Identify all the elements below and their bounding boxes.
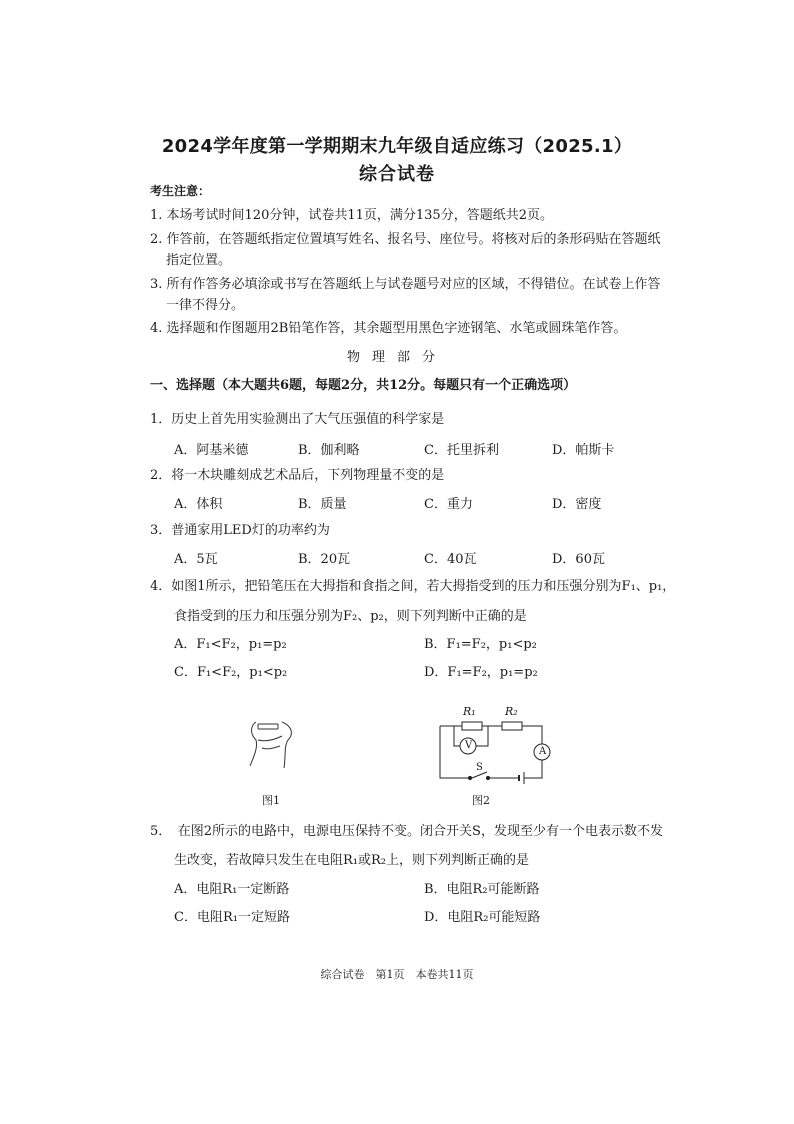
section-title: 物理部分 — [346, 350, 447, 365]
figure-1-hand-pencil — [244, 718, 304, 778]
q3-option-d: D．60瓦 — [552, 552, 605, 567]
question-5-stem-line2: 生改变，若故障只发生在电阻R₁或R₂上，则下列判断正确的是 — [174, 853, 529, 868]
q3-option-b: B．20瓦 — [298, 552, 351, 567]
label-ammeter: A — [539, 746, 547, 757]
notice-item-2: 2. 作答前，在答题纸指定位置填写姓名、报名号、座位号。将核对后的条形码贴在答题纸 — [150, 232, 661, 247]
finger-shape — [282, 722, 291, 768]
q4-option-b: B．F₁=F₂，p₁<p₂ — [424, 637, 537, 652]
notice-item-1: 1. 本场考试时间120分钟，试卷共11页，满分135分，答题纸共2页。 — [150, 208, 553, 223]
label-r1: R₁ — [463, 705, 476, 718]
q2-option-b: B．质量 — [298, 497, 347, 512]
q1-option-a: A．阿基米德 — [174, 443, 249, 458]
q3-option-c: C．40瓦 — [424, 552, 477, 567]
pencil-shape — [258, 724, 278, 729]
question-4-stem-line2: 食指受到的压力和压强分别为F₂、p₂，则下列判断中正确的是 — [174, 609, 527, 624]
notice-item-2-cont: 指定位置。 — [166, 253, 232, 268]
question-4-stem-line1: 4．如图1所示，把铅笔压在大拇指和食指之间，若大拇指受到的压力和压强分别为F₁、p₁， — [150, 579, 676, 594]
question-3-stem: 3．普通家用LED灯的功率约为 — [150, 523, 330, 538]
question-2-stem: 2．将一木块雕刻成艺术品后，下列物理量不变的是 — [150, 468, 445, 483]
q1-option-b: B．伽利略 — [298, 443, 360, 458]
q3-option-a: A．5瓦 — [174, 552, 218, 567]
part-heading: 一、选择题（本大题共6题，每题2分，共12分。每题只有一个正确选项） — [150, 378, 577, 393]
q5-option-b: B．电阻R₂可能断路 — [424, 882, 540, 897]
resistor-r2 — [502, 722, 522, 730]
q4-option-c: C．F₁<F₂，p₁<p₂ — [174, 665, 288, 680]
q5-option-c: C．电阻R₁一定短路 — [174, 910, 290, 925]
thumb-shape — [250, 722, 257, 766]
q2-option-d: D．密度 — [552, 497, 602, 512]
label-voltmeter: V — [465, 740, 473, 751]
figure-1-label: 图1 — [262, 794, 280, 807]
resistor-r1 — [462, 722, 482, 730]
page-footer: 综合试卷 第1页 本卷共11页 — [320, 968, 474, 981]
q2-option-a: A．体积 — [174, 497, 223, 512]
question-1-stem: 1．历史上首先用实验测出了大气压强值的科学家是 — [150, 412, 445, 427]
figure-2-label: 图2 — [472, 794, 490, 807]
q1-option-d: D．帕斯卡 — [552, 443, 615, 458]
notice-item-3-cont: 一律不得分。 — [166, 298, 245, 313]
q5-option-a: A．电阻R₁一定断路 — [174, 882, 290, 897]
label-r2: R₂ — [505, 705, 518, 718]
label-switch: S — [476, 762, 483, 773]
notice-heading: 考生注意： — [150, 184, 211, 198]
q1-option-c: C．托里拆利 — [424, 443, 499, 458]
question-5-stem-line1: 5． 在图2所示的电路中，电源电压保持不变。闭合开关S，发现至少有一个电表示数不发 — [150, 824, 663, 839]
q4-option-a: A．F₁<F₂，p₁=p₂ — [174, 637, 287, 652]
exam-subtitle: 综合试卷 — [359, 164, 435, 185]
notice-item-3: 3. 所有作答务必填涂或书写在答题纸上与试卷题号对应的区域，不得错位。在试卷上作答 — [150, 277, 661, 292]
q2-option-c: C．重力 — [424, 497, 473, 512]
q4-option-d: D．F₁=F₂，p₁=p₂ — [424, 665, 538, 680]
exam-title: 2024学年度第一学期期末九年级自适应练习（2025.1） — [161, 136, 633, 157]
q5-option-d: D．电阻R₂可能短路 — [424, 910, 541, 925]
notice-item-4: 4. 选择题和作图题用2B铅笔作答，其余题型用黑色字迹钢笔、水笔或圆珠笔作答。 — [150, 321, 627, 336]
